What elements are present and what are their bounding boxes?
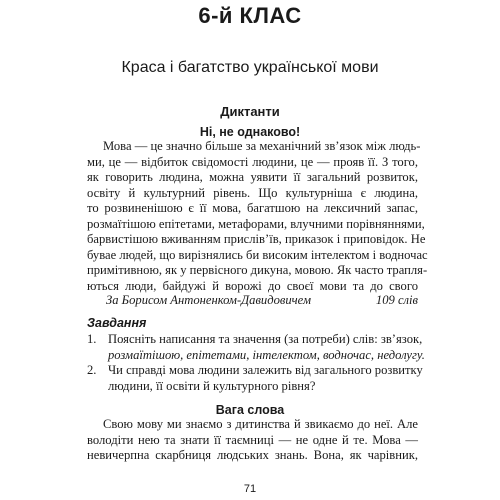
text-line: ються люди, байдужі й ворожі до своєї мови та до свого — [87, 278, 418, 293]
task-line: Поясніть написання та значення (за потреби) слів: зв’язок, — [108, 332, 423, 346]
text-line: володіти нею та знати її таємниці — не одне й те. Мова — — [87, 432, 418, 447]
page-number: 71 — [243, 483, 257, 495]
dictation-title: Ні, не однаково! — [199, 125, 301, 139]
grade-heading: 6-й КЛАС — [198, 3, 302, 28]
author-credit: За Борисом Антоненком-Давидовичем — [106, 293, 311, 307]
text-line: бувае людей, що вирізнялись би високим інтелектом і водночас — [87, 247, 428, 262]
vaga-title: Вага слова — [215, 403, 285, 417]
task-line: розмаїтішою, епітетами, інтелектом, водночас, недолугу. — [108, 347, 425, 362]
task-number: 1. — [87, 332, 97, 346]
tasks-heading: Завдання — [87, 316, 147, 330]
section-title: Краса і багатство української мови — [121, 59, 379, 76]
text-line: Свою мову ми знаємо з дитинства й звикаємо до неї. Але — [103, 417, 418, 431]
task-line: людини, її освіти й культурного рівня? — [108, 378, 316, 393]
text-line: освіту й культурний рівень. Що культурніша є людина, — [87, 185, 418, 200]
text-line: як говорить людина, можна уявити її загальний розвиток, — [87, 170, 418, 184]
text-line: ми, це — відбиток свідомості людини, це — прояв її. З того, — [87, 154, 418, 169]
text-line: то розвиненішою є її мова, багатшою на лексичний запас, — [87, 201, 418, 215]
subsection-title: Диктанти — [220, 104, 280, 119]
text-line: невичерпна скарбниця людських знань. Вона, як чарівник, — [87, 448, 418, 462]
task-number: 2. — [87, 363, 97, 377]
text-line: барвистішою вживанням прислів’їв, приказок і приповідок. Не — [87, 232, 426, 246]
text-line: Мова — це значно більше за механічний зв’язок між людь- — [103, 139, 421, 153]
task-line: Чи справді мова людини залежить від загального розвитку — [108, 363, 423, 377]
text-line: примітивною, як у первісного дикуна, мовою. Як часто трапля- — [87, 263, 428, 277]
text-line: розмаїтішою епітетами, метафорами, влучними порівняннями, — [87, 216, 425, 231]
word-count: 109 слів — [375, 293, 418, 307]
